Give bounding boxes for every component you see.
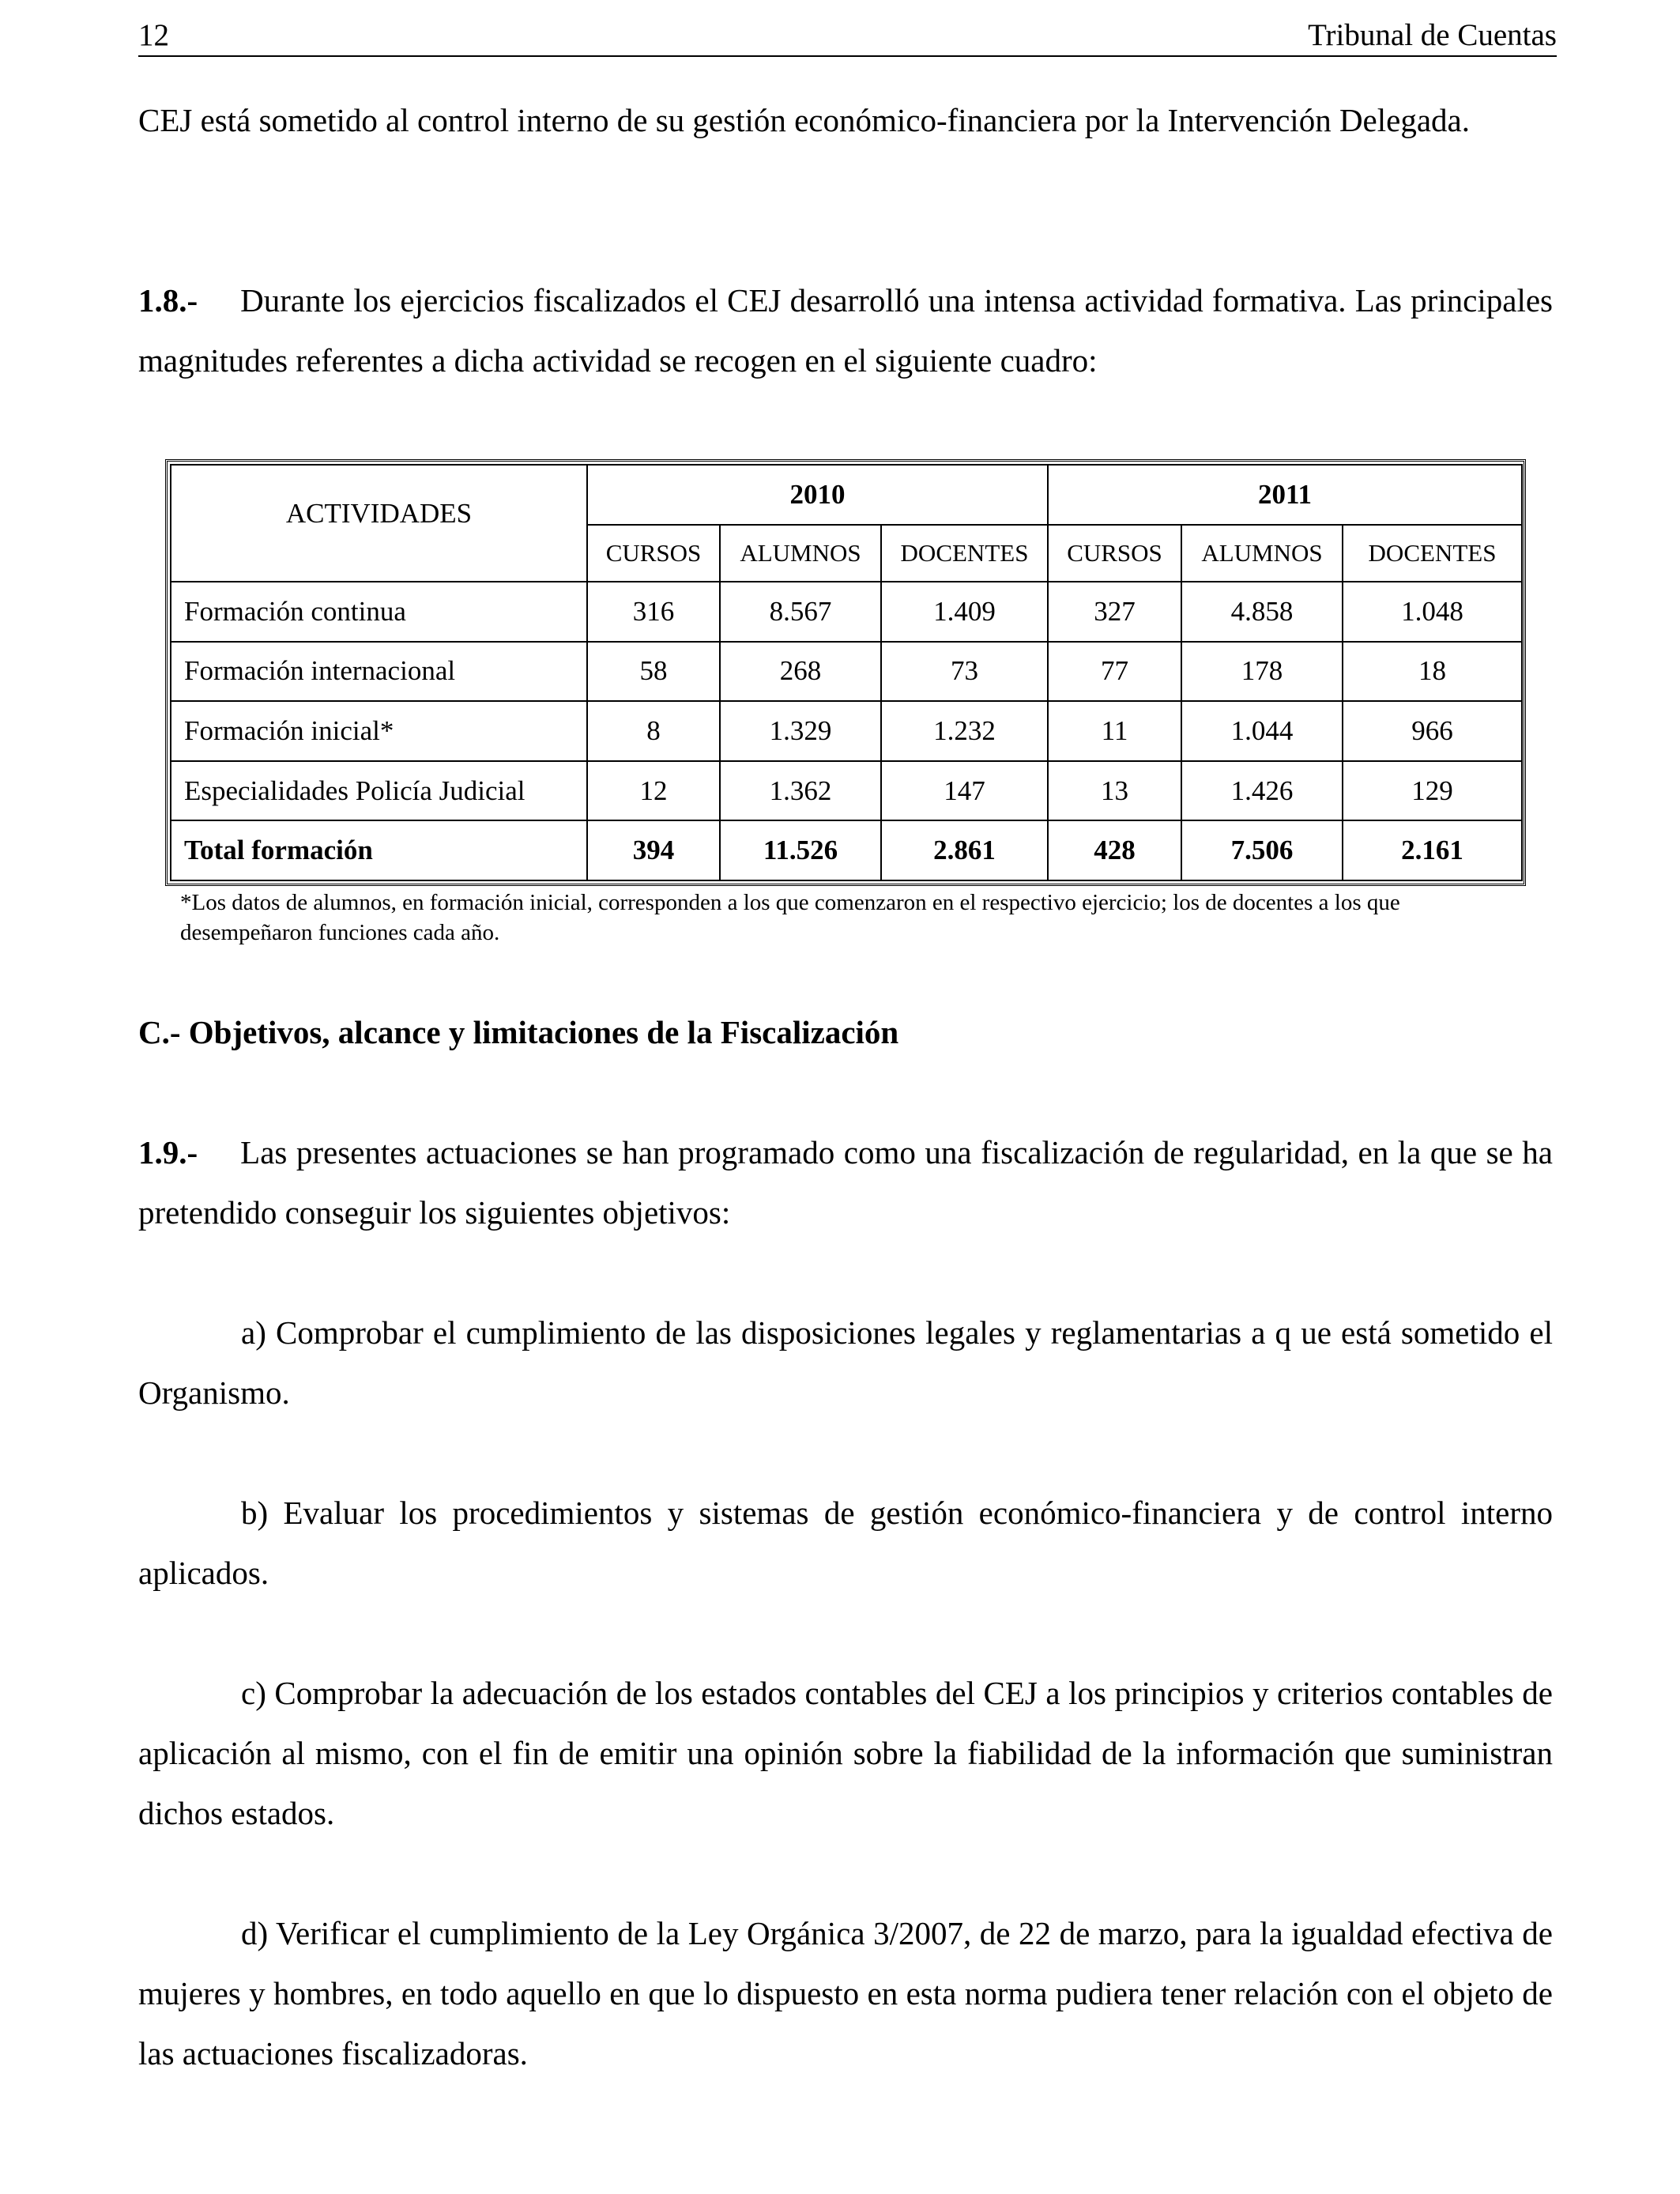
table-cell: 129	[1343, 761, 1522, 821]
paragraph-number: 1.8.-	[138, 282, 198, 319]
row-label: Total formación	[171, 820, 587, 880]
header-year-2010: 2010	[587, 465, 1048, 525]
table-cell: 966	[1343, 701, 1522, 761]
activity-table	[165, 459, 1526, 886]
table-cell: 268	[720, 642, 881, 702]
paragraph-number: 1.9.-	[138, 1134, 198, 1171]
table-cell: 1.409	[881, 582, 1048, 642]
page-header	[138, 16, 1557, 57]
subheader-cursos: CURSOS	[587, 525, 720, 582]
table-cell: 8.567	[720, 582, 881, 642]
table-cell: 327	[1048, 582, 1181, 642]
table-cell: 1.362	[720, 761, 881, 821]
table-cell: 2.861	[881, 820, 1048, 880]
table-row	[171, 642, 1522, 702]
table-row	[171, 701, 1522, 761]
objective-c: c) Comprobar la adecuación de los estados contables del CEJ a los principios y criterios contables de aplicación al mismo, con el fin de emitir una opinión sobre la fiabilidad de la información que suministran dichos estados.	[138, 1675, 1553, 1831]
table-cell: 77	[1048, 642, 1181, 702]
table-footnote: *Los datos de alumnos, en formación inicial, corresponden a los que comenzaron en el respectivo ejercicio; los de docentes a los que desempeñaron funciones cada año.	[180, 890, 1400, 945]
section-heading: C.- Objetivos, alcance y limitaciones de la Fiscalización	[138, 1014, 899, 1050]
subheader-alumnos: ALUMNOS	[720, 525, 881, 582]
table-cell: 7.506	[1181, 820, 1343, 880]
subheader-docentes: DOCENTES	[881, 525, 1048, 582]
row-label: Formación continua	[171, 582, 587, 642]
table-cell: 12	[587, 761, 720, 821]
paragraph-1-9	[138, 1122, 1553, 1242]
page-number: 12	[138, 18, 169, 52]
objective-d: d) Verificar el cumplimiento de la Ley Orgánica 3/2007, de 22 de marzo, para la igualdad efectiva de mujeres y hombres, en todo aquello en que lo dispuesto en esta norma pudiera tener relación con el objeto de las actuaciones fiscalizadoras.	[138, 1915, 1553, 2071]
table-cell: 11	[1048, 701, 1181, 761]
row-label: Formación inicial*	[171, 701, 587, 761]
subheader-alumnos: ALUMNOS	[1181, 525, 1343, 582]
table-cell: 18	[1343, 642, 1522, 702]
subheader-cursos: CURSOS	[1048, 525, 1181, 582]
header-title: Tribunal de Cuentas	[1308, 18, 1557, 52]
table-row	[171, 582, 1522, 642]
table-cell: 1.048	[1343, 582, 1522, 642]
table-row	[171, 761, 1522, 821]
table-cell: 178	[1181, 642, 1343, 702]
table-cell: 11.526	[720, 820, 881, 880]
table-cell: 73	[881, 642, 1048, 702]
table-cell: 1.426	[1181, 761, 1343, 821]
table-cell: 394	[587, 820, 720, 880]
table-cell: 147	[881, 761, 1048, 821]
table-cell: 316	[587, 582, 720, 642]
header-year-2011: 2011	[1048, 465, 1522, 525]
header-activities: ACTIVIDADES	[171, 465, 587, 582]
table-cell: 13	[1048, 761, 1181, 821]
paragraph-text: Durante los ejercicios fiscalizados el CEJ desarrolló una intensa actividad formativa. Las principales magnitudes referentes a dicha actividad se recogen en el siguiente cuadro:	[138, 282, 1553, 379]
table-total-row	[171, 820, 1522, 880]
paragraph-1-8	[138, 270, 1553, 390]
intro-paragraph: CEJ está sometido al control interno de su gestión económico-financiera por la Intervención Delegada.	[138, 102, 1470, 138]
table-cell: 8	[587, 701, 720, 761]
row-label: Especialidades Policía Judicial	[171, 761, 587, 821]
table-cell: 1.329	[720, 701, 881, 761]
table-cell: 1.044	[1181, 701, 1343, 761]
objective-a: a) Comprobar el cumplimiento de las disposiciones legales y reglamentarias a q ue está sometido el Organismo.	[138, 1314, 1553, 1411]
table-cell: 428	[1048, 820, 1181, 880]
subheader-docentes: DOCENTES	[1343, 525, 1522, 582]
paragraph-text: Las presentes actuaciones se han programado como una fiscalización de regularidad, en la que se ha pretendido conseguir los siguientes objetivos:	[138, 1134, 1553, 1231]
table-cell: 1.232	[881, 701, 1048, 761]
row-label: Formación internacional	[171, 642, 587, 702]
table-cell: 58	[587, 642, 720, 702]
table-cell: 4.858	[1181, 582, 1343, 642]
table-cell: 2.161	[1343, 820, 1522, 880]
objective-b: b) Evaluar los procedimientos y sistemas de gestión económico-financiera y de control interno aplicados.	[138, 1495, 1553, 1591]
